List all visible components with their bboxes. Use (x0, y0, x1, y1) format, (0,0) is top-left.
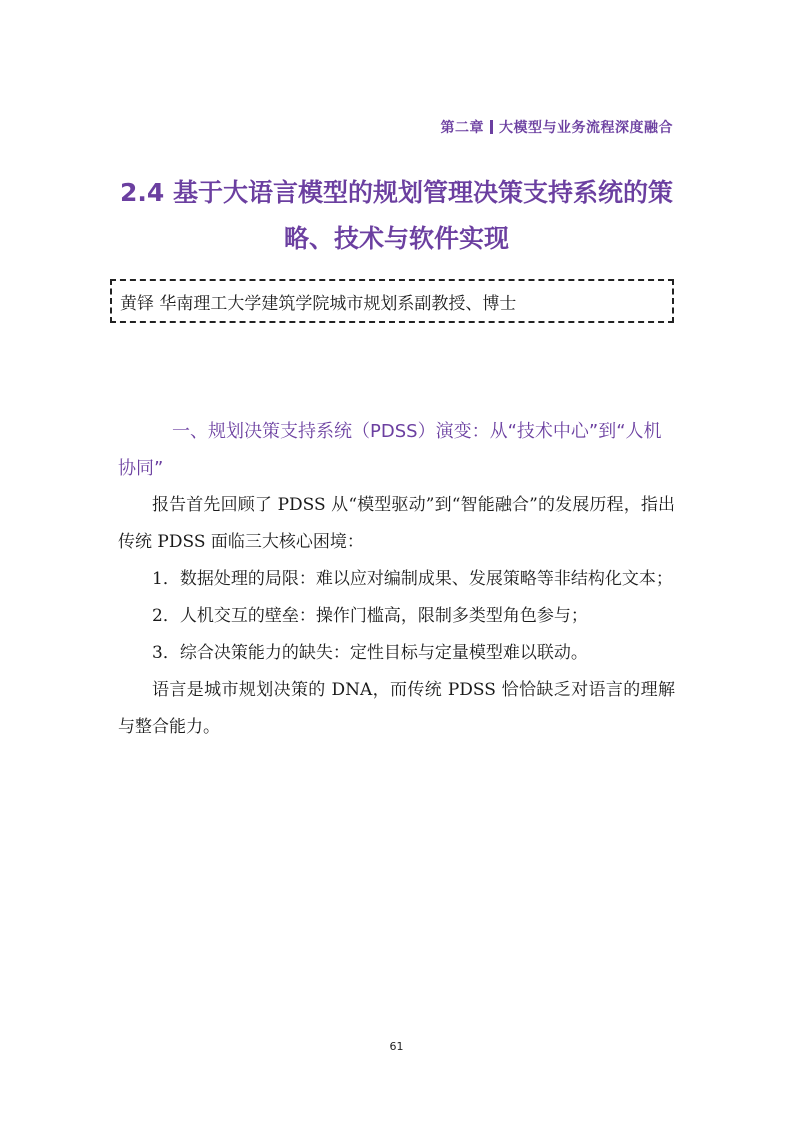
page-number: 61 (389, 1040, 404, 1053)
paragraph: 语言是城市规划决策的 DNA，而传统 PDSS 恰恰缺乏对语言的理解与整合能力。 (118, 680, 675, 737)
list-item: 2．人机交互的壁垒：操作门槛高，限制多类型角色参与； (152, 606, 588, 626)
header-separator (490, 120, 493, 134)
author-box (110, 279, 674, 323)
subsection-heading: 一、规划决策支持系统（PDSS）演变：从“技术中心”到“人机协同” (118, 421, 662, 479)
list-item: 1．数据处理的局限：难以应对编制成果、发展策略等非结构化文本； (152, 569, 673, 589)
paragraph: 报告首先回顾了 PDSS 从“模型驱动”到“智能融合”的发展历程，指出传统 PDSS 面临三大核心困境： (118, 495, 675, 552)
author-info: 黄铎 华南理工大学建筑学院城市规划系副教授、博士 (120, 293, 517, 314)
running-header (441, 117, 674, 137)
section-title: 2.4 基于大语言模型的规划管理决策支持系统的策略、技术与软件实现 (120, 178, 673, 253)
list-item: 3．综合决策能力的缺失：定性目标与定量模型难以联动。 (152, 643, 588, 663)
chapter-topic: 大模型与业务流程深度融合 (499, 120, 673, 136)
body-text (118, 413, 675, 746)
chapter-label: 第二章 (440, 120, 484, 136)
